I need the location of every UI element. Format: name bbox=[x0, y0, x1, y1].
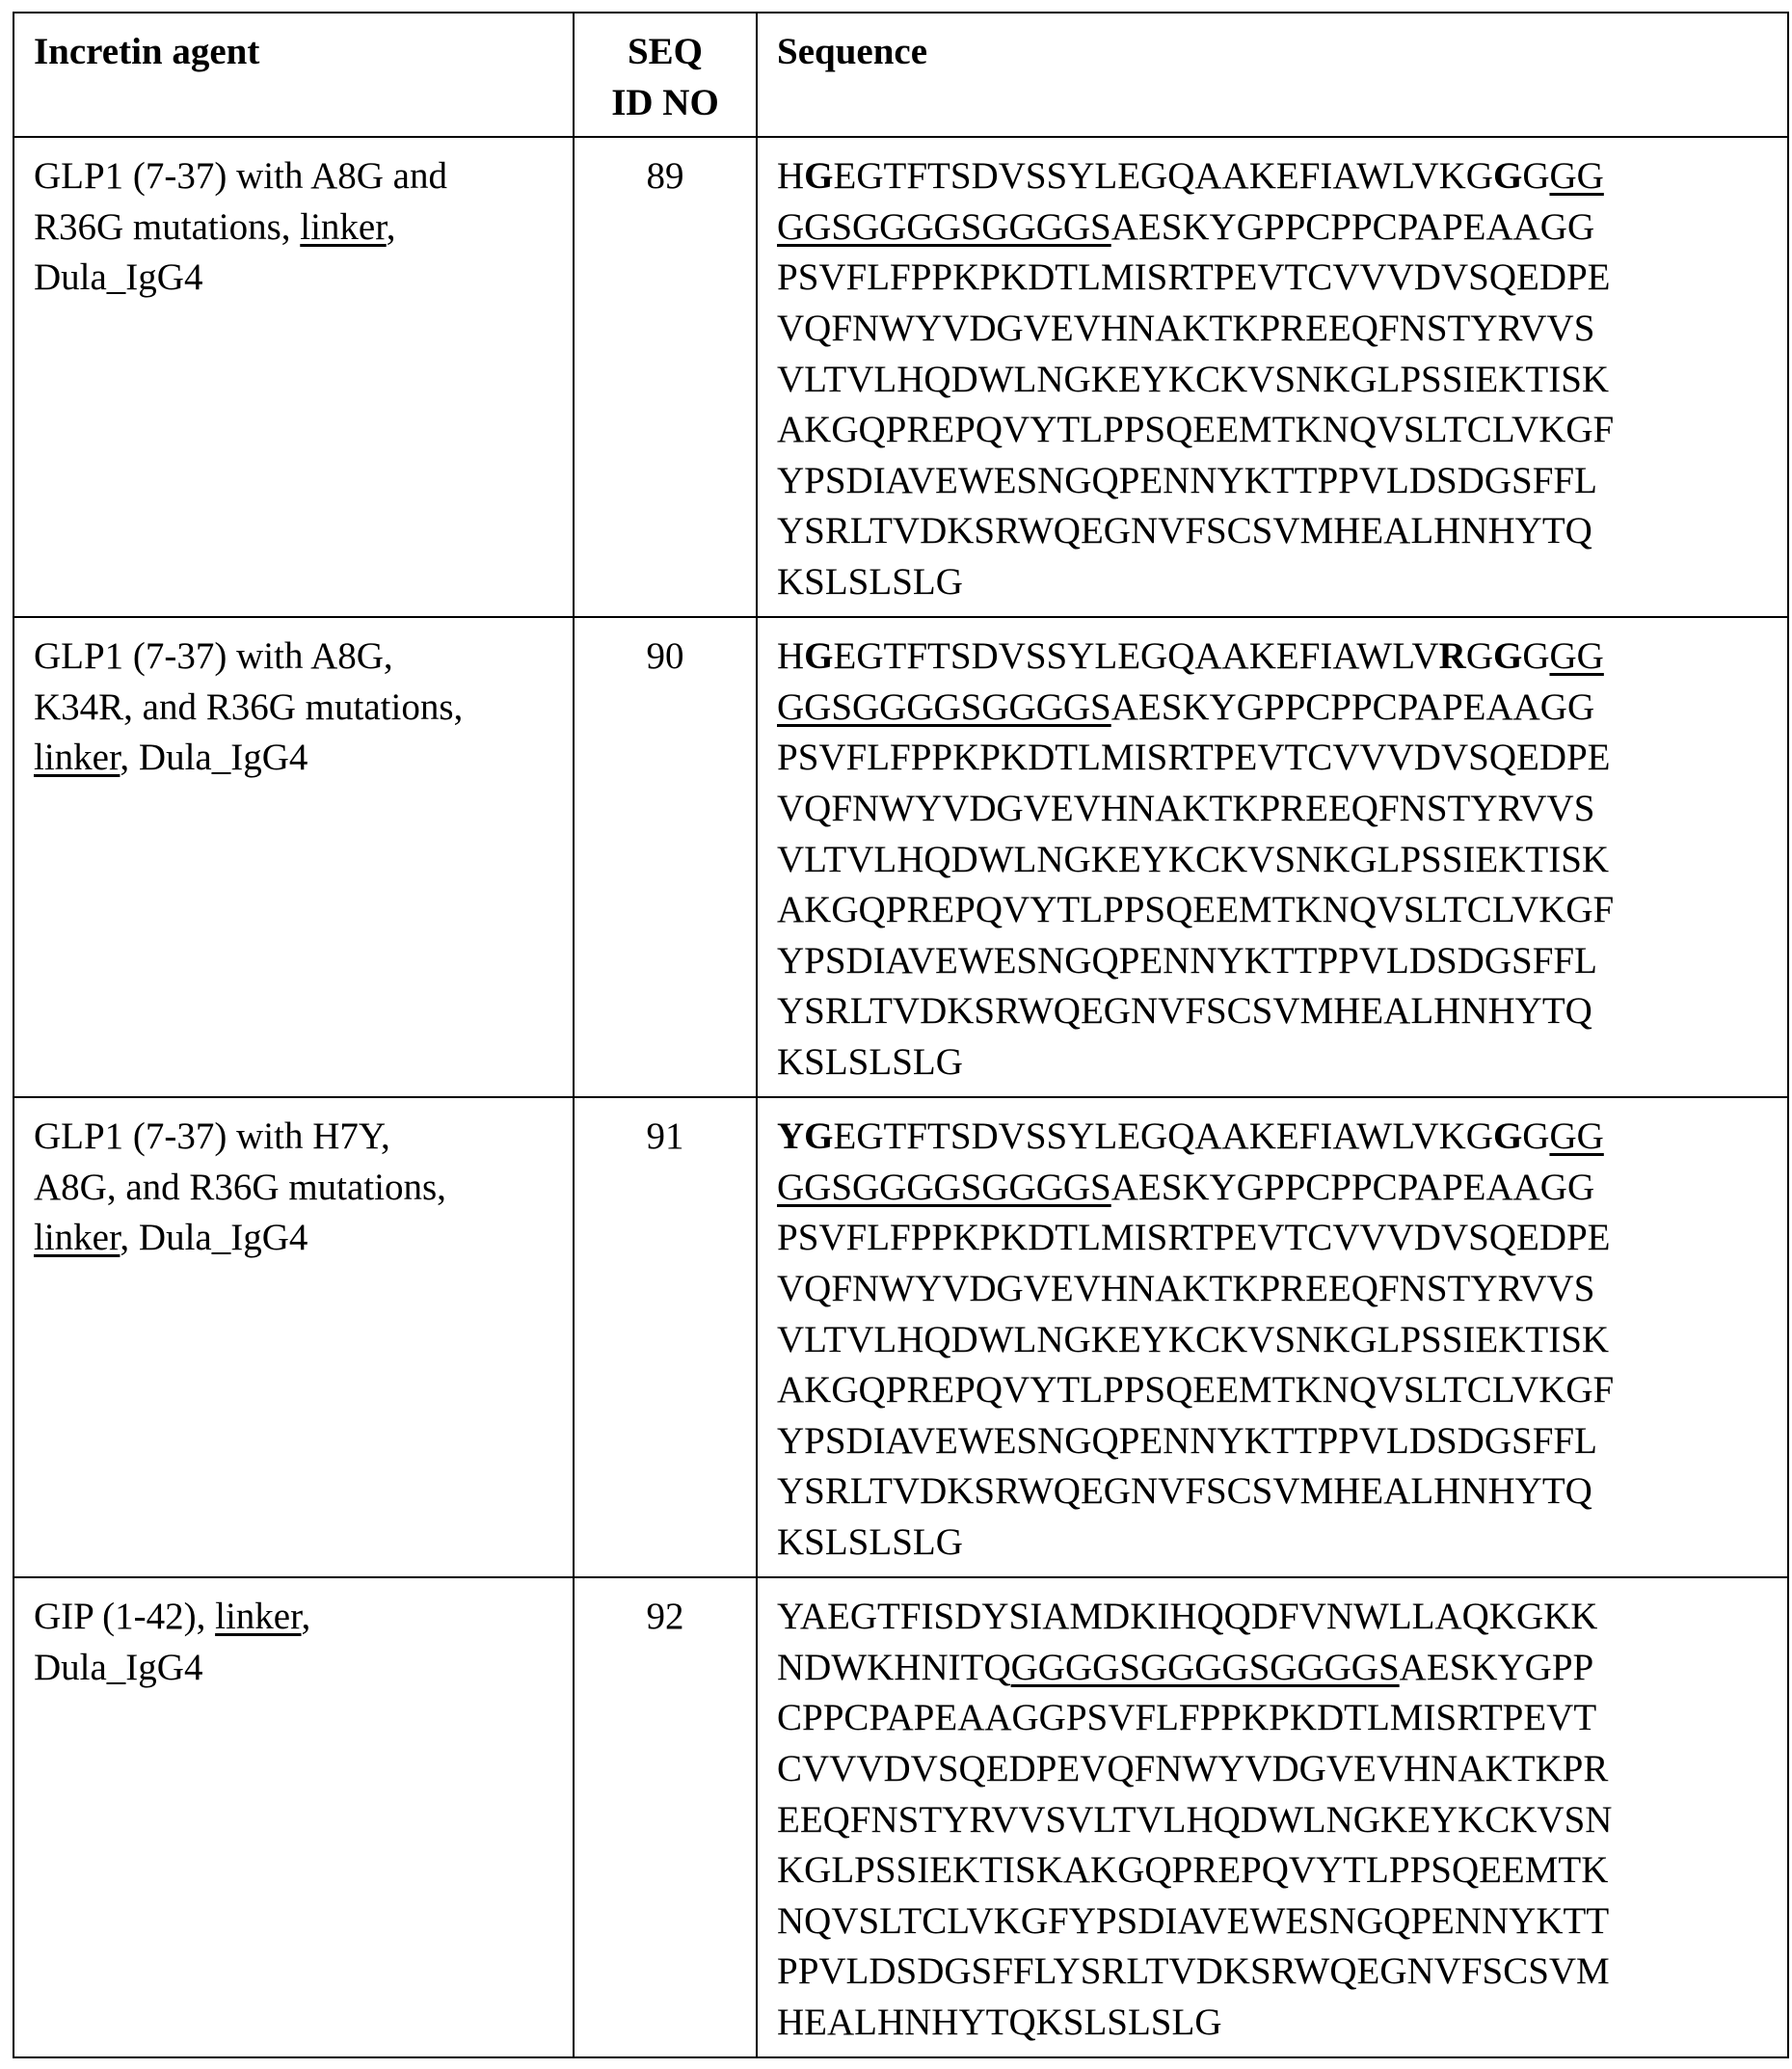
sequence-line bbox=[777, 1592, 1787, 1643]
underlined-segment: GGSGGGGSGGGGS bbox=[777, 206, 1111, 248]
agent-line bbox=[34, 202, 573, 254]
sequence-line bbox=[777, 1466, 1787, 1518]
sequence-line bbox=[777, 506, 1787, 557]
sequence-line bbox=[777, 1518, 1787, 1569]
text-segment: CPPCPAPEAAGGPSVFLFPPKPKDTLMISRTPEVT bbox=[777, 1697, 1596, 1738]
header-seq-id-line1: SEQ bbox=[575, 27, 756, 78]
text-segment: VQFNWYVDGVEVHNAKTKPREEQFNSTYRVVS bbox=[777, 1268, 1594, 1309]
sequence-line bbox=[777, 683, 1787, 734]
sequence-line bbox=[777, 253, 1787, 304]
text-segment: A8G, and R36G mutations, bbox=[34, 1167, 446, 1208]
agent-line bbox=[34, 733, 573, 784]
text-segment: , bbox=[302, 1596, 311, 1637]
bold-residue: YG bbox=[777, 1115, 834, 1157]
agent-line bbox=[34, 1643, 573, 1694]
bold-residue: G bbox=[804, 635, 833, 677]
sequence-line bbox=[777, 885, 1787, 936]
text-segment: YSRLTVDKSRWQEGNVFSCSVMHEALHNHYTQ bbox=[777, 510, 1592, 551]
sequence-line bbox=[777, 405, 1787, 456]
sequence-cell bbox=[757, 617, 1788, 1097]
text-segment: PSVFLFPPKPKDTLMISRTPEVTCVVVDVSQEDPE bbox=[777, 737, 1611, 778]
text-segment: G bbox=[1522, 1115, 1549, 1157]
text-segment: NQVSLTCLVKGFYPSDIAVEWESNGQPENNYKTT bbox=[777, 1900, 1609, 1942]
sequence-cell bbox=[757, 137, 1788, 617]
text-segment: HEALHNHYTQKSLSLSLG bbox=[777, 2002, 1222, 2043]
sequence-cell bbox=[757, 1577, 1788, 2057]
bold-residue: G bbox=[1493, 155, 1522, 197]
underlined-segment: GG bbox=[1549, 155, 1603, 197]
text-segment: YAEGTFISDYSIAMDKIHQQDFVNWLLAQKGKK bbox=[777, 1596, 1597, 1637]
underlined-segment: GGSGGGGSGGGGS bbox=[777, 686, 1111, 728]
text-segment: VQFNWYVDGVEVHNAKTKPREEQFNSTYRVVS bbox=[777, 788, 1594, 829]
sequence-line bbox=[777, 733, 1787, 784]
sequence-line bbox=[777, 1163, 1787, 1214]
bold-residue: G bbox=[1493, 1115, 1522, 1157]
text-segment: GLP1 (7-37) with A8G and bbox=[34, 155, 447, 197]
text-segment: EGTFTSDVSSYLEGQAAKEFIAWLVKG bbox=[834, 155, 1493, 197]
sequence-line bbox=[777, 1037, 1787, 1088]
underlined-segment: GGSGGGGSGGGGS bbox=[777, 1167, 1111, 1208]
text-segment: , Dula_IgG4 bbox=[120, 1217, 308, 1258]
text-segment: AESKYGPPCPPCPAPEAAGG bbox=[1111, 686, 1594, 728]
text-segment: AKGQPREPQVYTLPPSQEEMTKNQVSLTCLVKGF bbox=[777, 889, 1614, 930]
sequence-line bbox=[777, 1365, 1787, 1416]
table-body bbox=[13, 137, 1788, 2057]
sequence-line bbox=[777, 304, 1787, 355]
header-seq-id-line2: ID NO bbox=[575, 78, 756, 129]
text-segment: YPSDIAVEWESNGQPENNYKTTPPVLDSDGSFFL bbox=[777, 940, 1597, 981]
agent-line bbox=[34, 1592, 573, 1643]
incretin-agent-cell bbox=[13, 137, 574, 617]
text-segment: CVVVDVSQEDPEVQFNWYVDGVEVHNAKTKPR bbox=[777, 1748, 1608, 1789]
underlined-segment: GGGGSGGGGSGGGGS bbox=[1011, 1647, 1400, 1688]
bold-residue: R bbox=[1439, 635, 1466, 677]
text-segment: KGLPSSIEKTISKAKGQPREPQVYTLPPSQEEMTK bbox=[777, 1849, 1608, 1891]
text-segment: GLP1 (7-37) with A8G, bbox=[34, 635, 393, 677]
text-segment: AESKYGPPCPPCPAPEAAGG bbox=[1111, 1167, 1594, 1208]
incretin-agent-cell bbox=[13, 1577, 574, 2057]
text-segment: VLTVLHQDWLNGKEYKCKVSNKGLPSSIEKTISK bbox=[777, 839, 1609, 880]
agent-line bbox=[34, 631, 573, 683]
incretin-agent-cell bbox=[13, 1097, 574, 1577]
text-segment: AKGQPREPQVYTLPPSQEEMTKNQVSLTCLVKGF bbox=[777, 409, 1614, 450]
text-segment: VLTVLHQDWLNGKEYKCKVSNKGLPSSIEKTISK bbox=[777, 359, 1609, 400]
sequence-cell bbox=[757, 1097, 1788, 1577]
bold-residue: G bbox=[804, 155, 833, 197]
agent-line bbox=[34, 1163, 573, 1214]
text-segment: AKGQPREPQVYTLPPSQEEMTKNQVSLTCLVKGF bbox=[777, 1369, 1614, 1411]
table-row bbox=[13, 1577, 1788, 2057]
sequence-line bbox=[777, 986, 1787, 1037]
text-segment: YPSDIAVEWESNGQPENNYKTTPPVLDSDGSFFL bbox=[777, 1420, 1597, 1462]
text-segment: H bbox=[777, 635, 804, 677]
text-segment: AESKYGPP bbox=[1400, 1647, 1594, 1688]
sequence-line bbox=[777, 1264, 1787, 1315]
text-segment: Dula_IgG4 bbox=[34, 256, 202, 298]
text-segment: GIP (1-42), bbox=[34, 1596, 215, 1637]
table-row bbox=[13, 1097, 1788, 1577]
sequence-line bbox=[777, 1998, 1787, 2049]
sequence-line bbox=[777, 936, 1787, 987]
sequence-line bbox=[777, 1947, 1787, 1998]
sequence-line bbox=[777, 1744, 1787, 1795]
table-row bbox=[13, 617, 1788, 1097]
sequence-line bbox=[777, 1643, 1787, 1694]
text-segment: AESKYGPPCPPCPAPEAAGG bbox=[1111, 206, 1594, 248]
text-segment: G bbox=[1522, 635, 1549, 677]
text-segment: GLP1 (7-37) with H7Y, bbox=[34, 1115, 390, 1157]
header-incretin-agent: Incretin agent bbox=[13, 13, 574, 137]
table-header-row bbox=[13, 13, 1788, 137]
text-segment: EEQFNSTYRVVSVLTVLHQDWLNGKEYKCKVSN bbox=[777, 1799, 1612, 1841]
seq-id-cell: 91 bbox=[574, 1097, 757, 1577]
text-segment: VLTVLHQDWLNGKEYKCKVSNKGLPSSIEKTISK bbox=[777, 1319, 1609, 1360]
sequence-line bbox=[777, 784, 1787, 835]
text-segment: G bbox=[1522, 155, 1549, 197]
sequence-line bbox=[777, 1213, 1787, 1264]
bold-residue: G bbox=[1493, 635, 1522, 677]
text-segment: Dula_IgG4 bbox=[34, 1647, 202, 1688]
agent-line bbox=[34, 683, 573, 734]
sequence-line bbox=[777, 151, 1787, 202]
sequence-line bbox=[777, 1416, 1787, 1467]
sequence-line bbox=[777, 1896, 1787, 1948]
incretin-sequence-table bbox=[13, 12, 1789, 2058]
seq-id-cell: 89 bbox=[574, 137, 757, 617]
text-segment: R36G mutations, bbox=[34, 206, 300, 248]
sequence-line bbox=[777, 1315, 1787, 1366]
sequence-line bbox=[777, 1693, 1787, 1744]
sequence-line bbox=[777, 1112, 1787, 1163]
text-segment: VQFNWYVDGVEVHNAKTKPREEQFNSTYRVVS bbox=[777, 308, 1594, 349]
text-segment: PSVFLFPPKPKDTLMISRTPEVTCVVVDVSQEDPE bbox=[777, 256, 1611, 298]
sequence-line bbox=[777, 456, 1787, 507]
sequence-line bbox=[777, 557, 1787, 608]
agent-line bbox=[34, 253, 573, 304]
text-segment: , bbox=[387, 206, 396, 248]
header-sequence: Sequence bbox=[757, 13, 1788, 137]
sequence-line bbox=[777, 1795, 1787, 1846]
underlined-segment: linker bbox=[300, 206, 386, 248]
table-row bbox=[13, 137, 1788, 617]
text-segment: PSVFLFPPKPKDTLMISRTPEVTCVVVDVSQEDPE bbox=[777, 1217, 1611, 1258]
sequence-line bbox=[777, 631, 1787, 683]
underlined-segment: linker bbox=[215, 1596, 301, 1637]
text-segment: EGTFTSDVSSYLEGQAAKEFIAWLV bbox=[834, 635, 1439, 677]
underlined-segment: linker bbox=[34, 737, 120, 778]
text-segment: K34R, and R36G mutations, bbox=[34, 686, 463, 728]
text-segment: H bbox=[777, 155, 804, 197]
agent-line bbox=[34, 1112, 573, 1163]
underlined-segment: linker bbox=[34, 1217, 120, 1258]
agent-line bbox=[34, 1213, 573, 1264]
text-segment: PPVLDSDGSFFLYSRLTVDKSRWQEGNVFSCSVM bbox=[777, 1950, 1610, 1992]
sequence-line bbox=[777, 1845, 1787, 1896]
text-segment: NDWKHNITQ bbox=[777, 1647, 1011, 1688]
seq-id-cell: 90 bbox=[574, 617, 757, 1097]
text-segment: KSLSLSLG bbox=[777, 561, 963, 603]
agent-line bbox=[34, 151, 573, 202]
underlined-segment: GG bbox=[1550, 635, 1604, 677]
incretin-agent-cell bbox=[13, 617, 574, 1097]
text-segment: KSLSLSLG bbox=[777, 1041, 963, 1083]
underlined-segment: GG bbox=[1549, 1115, 1603, 1157]
text-segment: EGTFTSDVSSYLEGQAAKEFIAWLVKG bbox=[834, 1115, 1493, 1157]
text-segment: , Dula_IgG4 bbox=[120, 737, 308, 778]
sequence-line bbox=[777, 355, 1787, 406]
text-segment: YSRLTVDKSRWQEGNVFSCSVMHEALHNHYTQ bbox=[777, 990, 1592, 1032]
header-seq-id bbox=[574, 13, 757, 137]
text-segment: KSLSLSLG bbox=[777, 1521, 963, 1563]
text-segment: YPSDIAVEWESNGQPENNYKTTPPVLDSDGSFFL bbox=[777, 460, 1597, 501]
sequence-line bbox=[777, 202, 1787, 254]
text-segment: YSRLTVDKSRWQEGNVFSCSVMHEALHNHYTQ bbox=[777, 1470, 1592, 1512]
text-segment: G bbox=[1466, 635, 1493, 677]
sequence-line bbox=[777, 835, 1787, 886]
seq-id-cell: 92 bbox=[574, 1577, 757, 2057]
